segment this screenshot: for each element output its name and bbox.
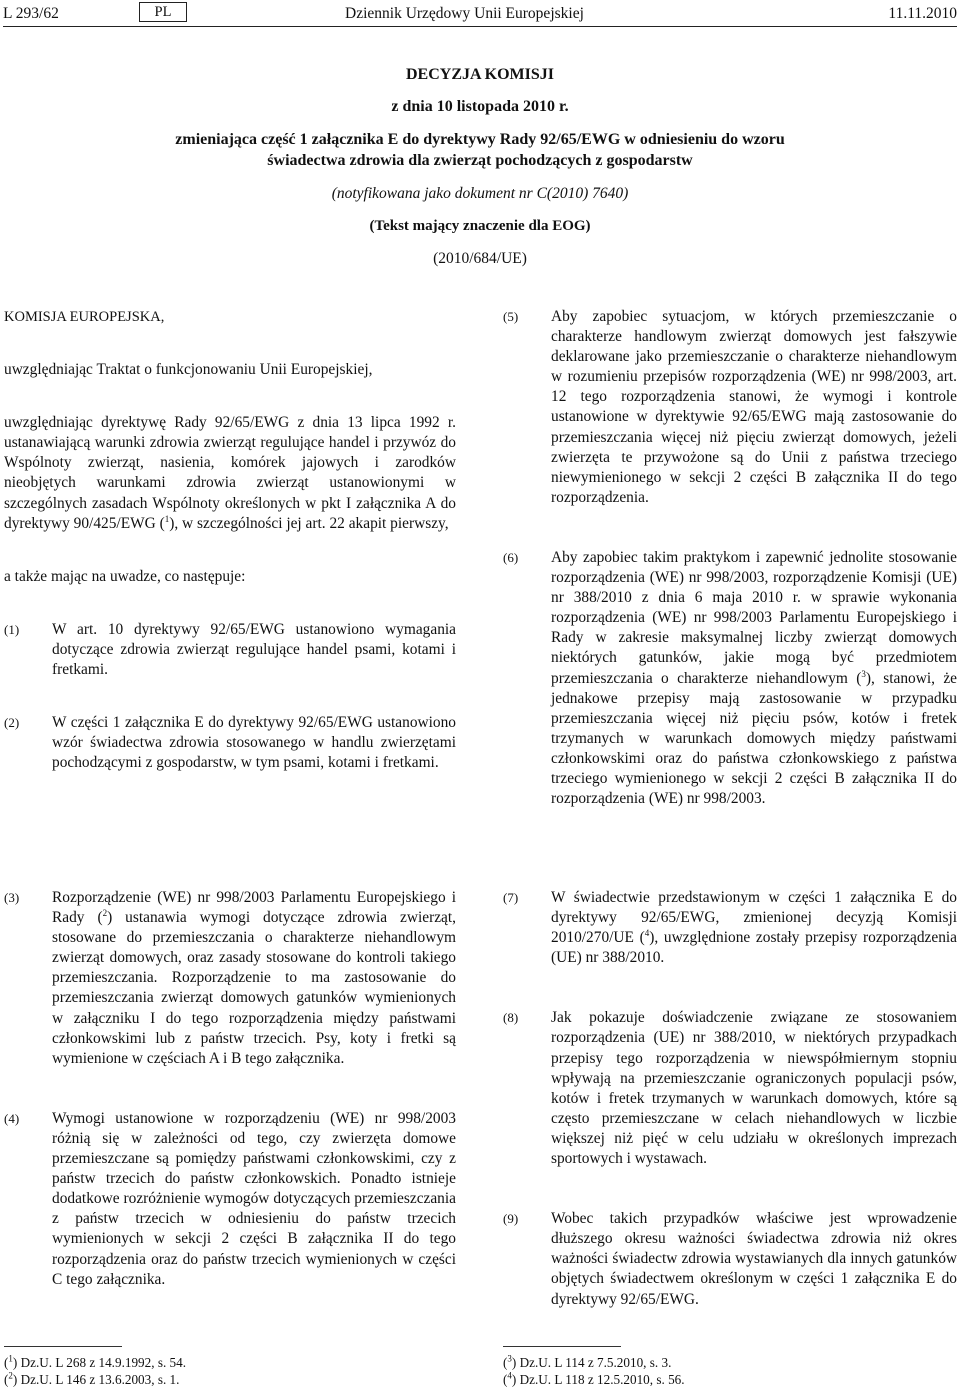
recital-2 xyxy=(4,713,456,773)
recital-text: Aby zapobiec sytuacjom, w których przemieszczanie o charakterze handlowym zwierząt domowych jest fałszywie deklarowane jako przemieszczanie o charakterze niehandlowym w rozumieniu przepisów rozporządzenia (WE) nr 998/2003, art. 12 tego rozporządzenia stanowi, że wymogi i kontrole ustanowione w dyrektywie 92/65/EWG mają zastosowanie do przemieszczania więcej niż pięciu zwierząt domowych, jeżeli zwierzęta te przywożone są do Unii z państwa trzeciego niewymienionego w sekcji 2 części B załącznika II do tego rozporządzenia. xyxy=(551,308,957,506)
footnote-rule-right xyxy=(503,1346,621,1347)
document-date: z dnia 10 listopada 2010 r. xyxy=(391,98,569,115)
recital-6 xyxy=(503,548,957,809)
footnote-ref-1: 1 xyxy=(164,513,170,524)
issue-date: 11.11.2010 xyxy=(888,5,957,22)
header-rule xyxy=(3,26,957,27)
footnote-mark: 3 xyxy=(507,1353,512,1364)
footnote-text: Dz.U. L 146 z 13.6.2003, s. 1. xyxy=(20,1372,180,1387)
recital-5 xyxy=(503,307,957,508)
footnote-text: Dz.U. L 268 z 14.9.1992, s. 54. xyxy=(20,1355,187,1370)
recital-number: (6) xyxy=(503,549,519,565)
citation-treaty: uwzględniając Traktat o funkcjonowaniu Unii Europejskiej, xyxy=(4,361,373,379)
language-badge: PL xyxy=(139,2,187,22)
footnote-mark: 4 xyxy=(507,1370,512,1381)
recital-text: Wobec takich przypadków właściwe jest wprowadzenie dłuższego okresu ważności świadectwa zdrowia niż okres ważności świadectw zdrowia wystawianych dla innych gatunków objętych świadectwem określonym w części 1 załącznika E do dyrektywy 92/65/EWG. xyxy=(551,1210,957,1308)
citation-directive: uwzględniając dyrektywę Rady 92/65/EWG z dnia 13 lipca 1992 r. ustanawiającą warunki zdrowia zwierząt regulujące handel i przywóz do Wspólnoty zwierząt, nasienia, komórek jajowych i zarodków nieobjętych warunkami zdrowia zwierząt ustanowionymi w szczególnych zasadach Wspólnoty określonych w pkt I załącznika A do dyrektywy 90/425/EWG ($^1$), w szczególności jej art. 22 akapit pierwszy, xyxy=(4,414,456,532)
document-reference: (2010/684/UE) xyxy=(433,250,527,267)
right-column-top xyxy=(503,307,957,809)
recital-8 xyxy=(503,1008,957,1169)
eea-relevance: (Tekst mający znaczenie dla EOG) xyxy=(369,218,591,234)
recital-text: Rozporządzenie (WE) nr 998/2003 Parlamentu Europejskiego i Rady ($^2$) ustanawia wymogi dotyczące zdrowia zwierząt, stosowane do przemieszczania o charakterze niehandlowym zwierząt domowych, oraz zasady stosowane do kontroli takiego przemieszczania. Rozporządzenie to ma zastosowanie do przemieszczania zwierząt domowych gatunków wymienionych w załączniku I do tego rozporządzenia między państwami członkowskimi lub z państw trzecich. Psy, koty i fretki są wymienione w częściach A i B tego załącznika. xyxy=(52,889,457,1067)
running-header xyxy=(3,5,957,27)
footnote-4: ($^4$) Dz.U. L 118 z 12.5.2010, s. 56. xyxy=(503,1370,685,1387)
footnote-1: ($^1$) Dz.U. L 268 z 14.9.1992, s. 54. xyxy=(4,1353,187,1370)
recital-number: (4) xyxy=(4,1110,20,1126)
document-subject-line-1: zmieniająca część 1 załącznika E do dyrektywy Rady 92/65/EWG w odniesieniu do wzoru xyxy=(175,131,785,148)
left-column-bottom xyxy=(4,888,456,1290)
footnote-text: Dz.U. L 114 z 7.5.2010, s. 3. xyxy=(519,1355,672,1370)
footnote-mark: 1 xyxy=(8,1353,13,1364)
document-kind: DECYZJA KOMISJI xyxy=(405,66,555,83)
footnote-mark: 2 xyxy=(8,1370,13,1381)
journal-title: Dziennik Urzędowy Unii Europejskiej xyxy=(345,5,584,22)
recital-1 xyxy=(4,620,456,680)
recital-7 xyxy=(503,888,957,968)
recital-number: (1) xyxy=(4,621,20,637)
footnote-rule-left xyxy=(4,1346,122,1347)
page-reference: L 293/62 xyxy=(3,5,59,22)
footnote-ref-3: 3 xyxy=(861,668,866,679)
commission-heading: KOMISJA EUROPEJSKA, xyxy=(4,309,165,325)
recital-text: W części 1 załącznika E do dyrektywy 92/65/EWG ustanowiono wzór świadectwa zdrowia stosowanego w handlu zwierzętami pochodzącymi z gospodarstw, w tym psami, kotami i fretkami. xyxy=(52,714,456,772)
document-subject-line-2: świadectwa zdrowia dla zwierząt pochodzących z gospodarstw xyxy=(267,152,693,169)
footnote-ref-2: 2 xyxy=(102,907,108,918)
recital-text: W art. 10 dyrektywy 92/65/EWG ustanowiono wymagania dotyczące zdrowia zwierząt regulujące handel psami, kotami i fretkami. xyxy=(52,620,456,679)
whereas-intro: a także mając na uwadze, co następuje: xyxy=(4,567,246,585)
footnote-3: ($^3$) Dz.U. L 114 z 7.5.2010, s. 3. xyxy=(503,1353,672,1370)
recital-4 xyxy=(4,1109,456,1290)
recital-number: (8) xyxy=(503,1010,519,1026)
notification-note: (notyfikowana jako dokument nr C(2010) 7640) xyxy=(331,185,629,202)
footnote-ref-4: 4 xyxy=(644,928,650,939)
recital-text: Aby zapobiec takim praktykom i zapewnić jednolite stosowanie rozporządzenia (WE) nr 998/2003, rozporządzenie Komisji (UE) nr 388/2010 z dnia 6 maja 2010 r. w sprawie wykonania rozporządzenia (WE) nr 998/2003 Parlamentu Europejskiego i Rady w zakresie maksymalnej liczby zwierząt domowych niektórych gatunków, jakie mogą być przedmiotem przemieszczania o charakterze niehandlowym ($^3$), stanowi, że jednakowe przepisy mają zastosowanie w przypadku przemieszczania więcej niż pięciu psów, kotów i fretek trzymanych w warunkach domowych między państwami członkowskimi oraz do państwa członkowskiego z państwa trzeciego wymienionego w sekcji 2 części B załącznika II do rozporządzenia (WE) nr 998/2003. xyxy=(551,548,958,808)
recital-number: (2) xyxy=(4,715,20,731)
left-column-top xyxy=(4,307,456,773)
recital-text: Wymogi ustanowione w rozporządzeniu (WE) nr 998/2003 różnią się w zależności od tego, czy zwierzęta domowe przemieszczane są pomiędzy państwami członkowskimi, czy z państw trzecich do państw członkowskich. Ponadto istnieje dodatkowe rozróżnienie wymogów dotyczących przemieszczania z państw trzecich w odniesieniu do państw trzecich wymienionych w sekcji 2 części B załącznika II do tego rozporządzenia oraz do państw trzecich wymienionych w części C tego załącznika. xyxy=(52,1109,456,1288)
recital-number: (3) xyxy=(4,890,20,905)
recital-number: (9) xyxy=(503,1211,519,1227)
recital-9 xyxy=(503,1209,957,1309)
right-column-bottom xyxy=(503,888,957,1310)
recital-text: W świadectwie przedstawionym w części 1 załącznika E do dyrektywy 92/65/EWG, zmienionej decyzją Komisji 2010/270/UE ($^4$), uwzględnione zostały przepisy rozporządzenia (UE) nr 388/2010. xyxy=(551,889,957,967)
recital-text: Jak pokazuje doświadczenie związane ze stosowaniem rozporządzenia (UE) nr 388/2010, w niektórych przypadkach przepisy tego rozporządzenia w niewspółmiernym stopniu wpływają na przemieszczanie ograniczonych populacji psów, kotów i fretek trzymanych w warunkach domowych, które są często przemieszczane w celach niehandlowych w liczbie większej niż pięć w celu udziału w określonych imprezach sportowych i wystawach. xyxy=(551,1009,957,1168)
recital-number: (5) xyxy=(503,309,519,324)
recital-number: (7) xyxy=(503,890,519,905)
recital-3 xyxy=(4,888,456,1069)
footnote-text: Dz.U. L 118 z 12.5.2010, s. 56. xyxy=(519,1372,685,1387)
footnote-2: ($^2$) Dz.U. L 146 z 13.6.2003, s. 1. xyxy=(4,1370,180,1387)
